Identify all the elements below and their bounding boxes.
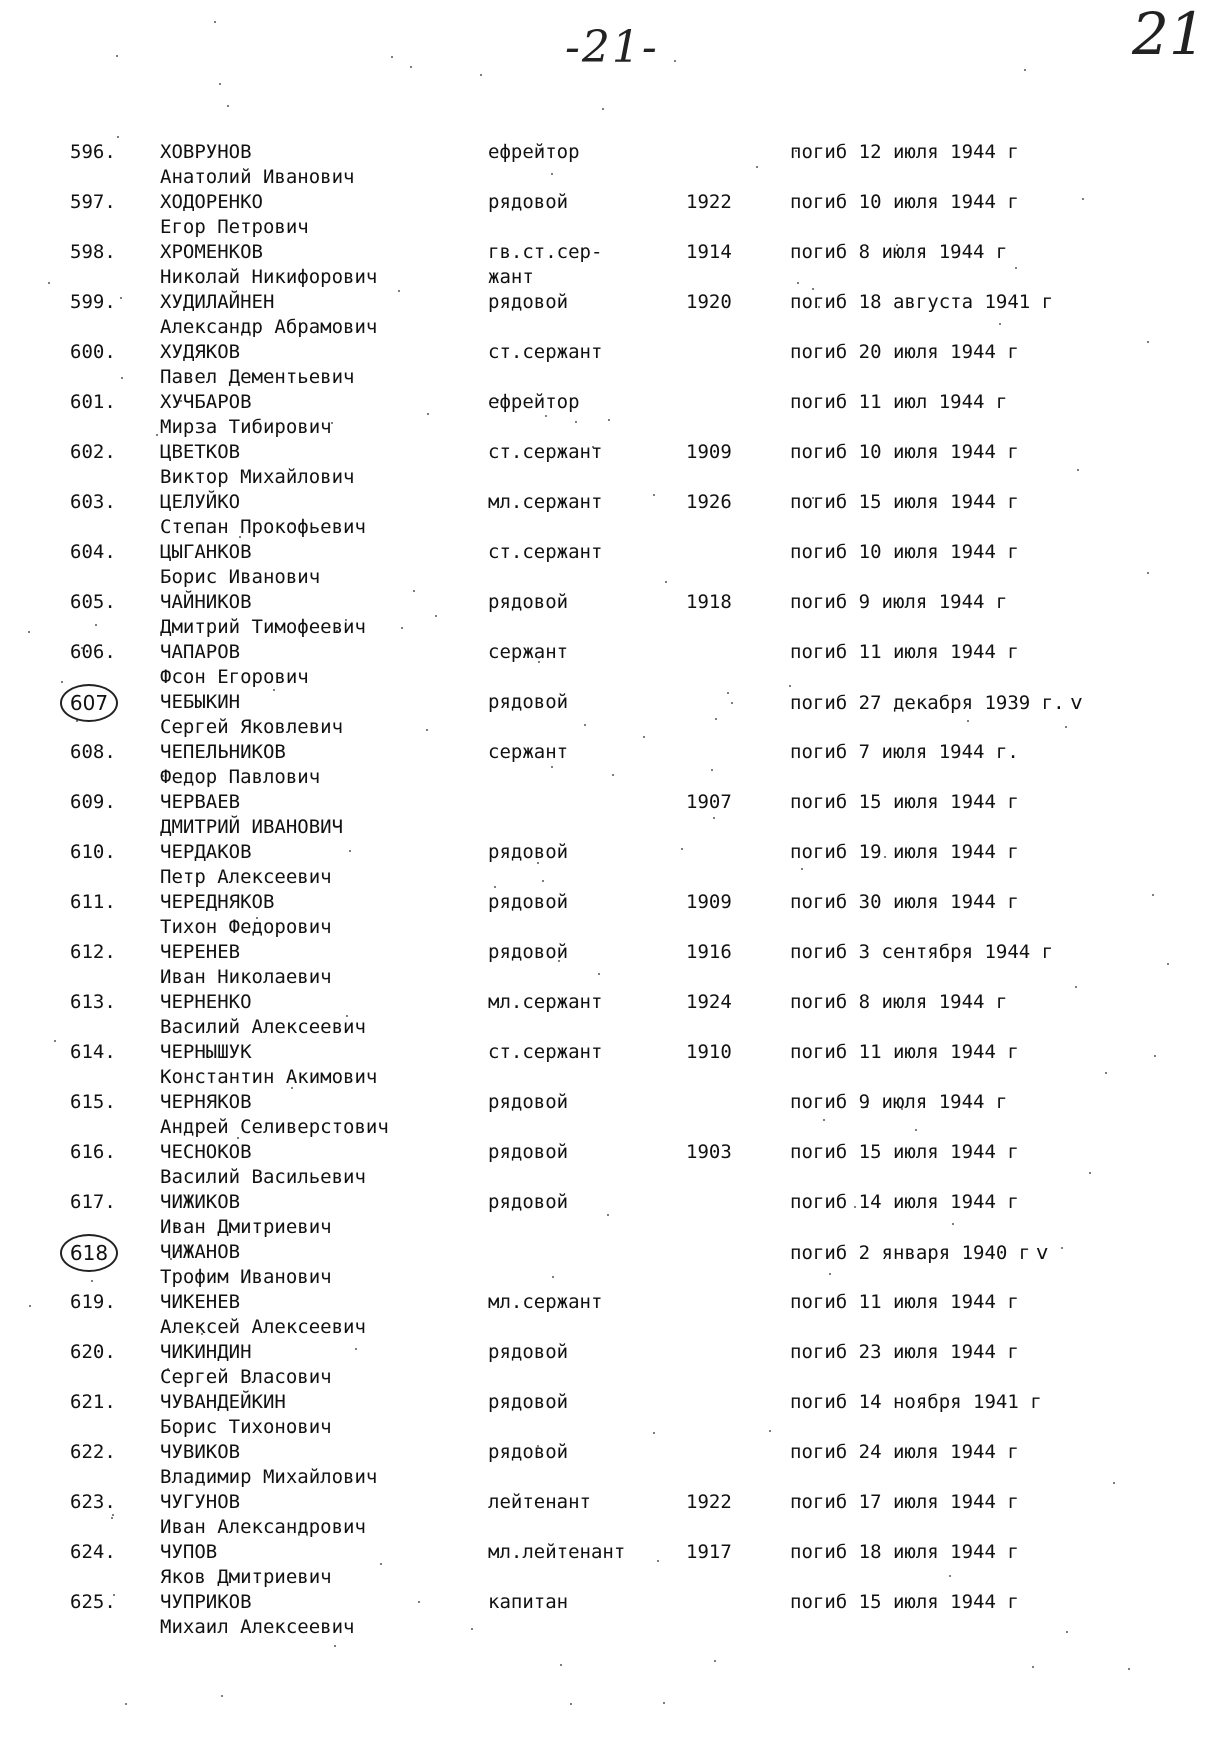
given-name-patronymic: Иван Александрович xyxy=(160,1516,366,1538)
scan-speck xyxy=(560,1664,562,1666)
death-date-text: погиб 23 июля 1944 г xyxy=(790,1341,1019,1363)
death-record xyxy=(790,1240,1048,1266)
birth-year: 1907 xyxy=(686,791,732,813)
death-record xyxy=(790,740,1019,765)
military-rank: рядовой xyxy=(488,1091,569,1113)
military-rank: сержант xyxy=(488,641,569,663)
list-item xyxy=(0,840,1232,890)
list-item xyxy=(0,990,1232,1040)
death-date-text: погиб 9 июля 1944 г xyxy=(790,1091,1008,1113)
scan-speck xyxy=(1032,1666,1034,1668)
death-date-text: погиб 17 июля 1944 г xyxy=(790,1491,1019,1513)
given-name-patronymic: Дмитрий Тимофеевич xyxy=(160,616,366,638)
military-rank: ст.сержант xyxy=(488,1041,603,1063)
death-record xyxy=(790,940,1053,965)
scan-speck xyxy=(410,66,412,68)
handwritten-check-mark: v xyxy=(1036,1240,1049,1264)
surname: ХУДЯКОВ xyxy=(160,341,241,363)
death-record xyxy=(790,390,1007,415)
military-rank: рядовой xyxy=(488,291,569,313)
death-record xyxy=(790,1340,1019,1365)
record-number: 605. xyxy=(70,591,116,613)
birth-year: 1917 xyxy=(686,1541,732,1563)
scan-speck xyxy=(391,56,393,58)
list-item xyxy=(0,890,1232,940)
death-date-text: погиб 15 июля 1944 г xyxy=(790,491,1019,513)
given-name-patronymic: Андрей Селиверстович xyxy=(160,1116,389,1138)
circled-record-number: 618 xyxy=(60,1234,118,1272)
record-number: 600. xyxy=(70,341,116,363)
death-record xyxy=(790,290,1053,315)
scan-speck xyxy=(674,60,676,62)
surname: ЧЕСНОКОВ xyxy=(160,1141,252,1163)
military-rank: ефрейтор xyxy=(488,141,580,163)
scan-speck xyxy=(116,55,118,57)
surname: ЧЕРЕДНЯКОВ xyxy=(160,891,275,913)
given-name-patronymic: Тихон Федорович xyxy=(160,916,332,938)
death-date-text: погиб 10 июля 1944 г xyxy=(790,441,1019,463)
circled-record-number: 607 xyxy=(60,684,118,722)
death-date-text: погиб 14 ноября 1941 г xyxy=(790,1391,1042,1413)
death-date-text: погиб 7 июля 1944 г. xyxy=(790,741,1019,763)
death-record xyxy=(790,1590,1019,1615)
death-record xyxy=(790,790,1019,815)
military-rank: рядовой xyxy=(488,941,569,963)
list-item xyxy=(0,1590,1232,1640)
record-number: 598. xyxy=(70,241,116,263)
surname: ЧУПОВ xyxy=(160,1541,218,1563)
death-record xyxy=(790,490,1019,515)
handwritten-page-mark: -21- xyxy=(565,22,659,73)
military-rank: мл.сержант xyxy=(488,491,603,513)
death-record xyxy=(790,1090,1007,1115)
military-rank: рядовой xyxy=(488,1341,569,1363)
surname: ЧЕРНЕНКО xyxy=(160,991,252,1013)
surname: ЧЕРДАКОВ xyxy=(160,841,252,863)
surname: ЧЕПЕЛЬНИКОВ xyxy=(160,741,286,763)
given-name-patronymic: Александр Абрамович xyxy=(160,316,378,338)
death-date-text: погиб 27 декабря 1939 г. xyxy=(790,692,1065,714)
death-record xyxy=(790,1540,1019,1565)
list-item xyxy=(0,1390,1232,1440)
military-rank: рядовой xyxy=(488,591,569,613)
record-number: 602. xyxy=(70,441,116,463)
casualty-list xyxy=(0,140,1232,1640)
list-item xyxy=(0,1140,1232,1190)
surname: ЧИЖИКОВ xyxy=(160,1191,241,1213)
given-name-patronymic: Борис Тихонович xyxy=(160,1416,332,1438)
list-item xyxy=(0,940,1232,990)
given-name-patronymic: Владимир Михайлович xyxy=(160,1466,378,1488)
list-item xyxy=(0,590,1232,640)
given-name-patronymic: Степан Прокофьевич xyxy=(160,516,366,538)
list-item xyxy=(0,1040,1232,1090)
given-name-patronymic: Николай Никифорович xyxy=(160,266,378,288)
military-rank: мл.сержант xyxy=(488,1291,603,1313)
record-number: 617. xyxy=(70,1191,116,1213)
list-item xyxy=(0,240,1232,290)
scan-speck xyxy=(602,108,604,110)
scan-speck xyxy=(714,1660,716,1662)
given-name-patronymic: Иван Дмитриевич xyxy=(160,1216,332,1238)
surname: ЧАПАРОВ xyxy=(160,641,241,663)
death-date-text: погиб 11 июля 1944 г xyxy=(790,1041,1019,1063)
birth-year: 1922 xyxy=(686,191,732,213)
death-record xyxy=(790,240,1007,265)
death-record xyxy=(790,990,1007,1015)
list-item xyxy=(0,1190,1232,1240)
surname: ЧИКИНДИН xyxy=(160,1341,252,1363)
surname: ЧИКЕНЕВ xyxy=(160,1291,241,1313)
given-name-patronymic: ДМИТРИЙ ИВАНОВИЧ xyxy=(160,816,344,838)
death-date-text: погиб 11 июля 1944 г xyxy=(790,1291,1019,1313)
record-number: 619. xyxy=(70,1291,116,1313)
scan-speck xyxy=(125,1703,127,1705)
death-date-text: погиб 8 июля 1944 г xyxy=(790,991,1008,1013)
list-item xyxy=(0,340,1232,390)
birth-year: 1920 xyxy=(686,291,732,313)
record-number: 596. xyxy=(70,141,116,163)
scan-speck xyxy=(117,136,119,138)
military-rank: рядовой xyxy=(488,841,569,863)
death-record xyxy=(790,590,1007,615)
surname: ЦЕЛУЙКО xyxy=(160,491,241,513)
death-date-text: погиб 15 июля 1944 г xyxy=(790,791,1019,813)
death-record xyxy=(790,440,1019,465)
record-number: 610. xyxy=(70,841,116,863)
military-rank: мл.лейтенант xyxy=(488,1541,626,1563)
military-rank: ст.сержант xyxy=(488,541,603,563)
death-date-text: погиб 15 июля 1944 г xyxy=(790,1591,1019,1613)
record-number: 599. xyxy=(70,291,116,313)
handwritten-check-mark: v xyxy=(1070,690,1083,714)
death-record xyxy=(790,1390,1042,1415)
list-item xyxy=(0,440,1232,490)
death-date-text: погиб 24 июля 1944 г xyxy=(790,1441,1019,1463)
birth-year: 1909 xyxy=(686,441,732,463)
given-name-patronymic: Василий Васильевич xyxy=(160,1166,366,1188)
death-record xyxy=(790,1040,1019,1065)
death-date-text: погиб 2 января 1940 г xyxy=(790,1242,1031,1264)
military-rank: лейтенант xyxy=(488,1491,591,1513)
given-name-patronymic: Трофим Иванович xyxy=(160,1266,332,1288)
list-item xyxy=(0,190,1232,240)
record-number: 622. xyxy=(70,1441,116,1463)
birth-year: 1914 xyxy=(686,241,732,263)
death-date-text: погиб 8 июля 1944 г xyxy=(790,241,1008,263)
scan-speck xyxy=(214,21,216,23)
military-rank: рядовой xyxy=(488,1441,569,1463)
military-rank: рядовой xyxy=(488,1391,569,1413)
list-item xyxy=(0,490,1232,540)
record-number: 608. xyxy=(70,741,116,763)
surname: ХОДОРЕНКО xyxy=(160,191,263,213)
death-date-text: погиб 10 июля 1944 г xyxy=(790,541,1019,563)
scan-speck xyxy=(480,74,482,76)
scan-speck xyxy=(227,105,229,107)
given-name-patronymic: Константин Акимович xyxy=(160,1066,378,1088)
military-rank: гв.ст.сер- xyxy=(488,241,603,263)
surname: ЧУВИКОВ xyxy=(160,1441,241,1463)
surname: ХРОМЕНКОВ xyxy=(160,241,263,263)
birth-year: 1926 xyxy=(686,491,732,513)
birth-year: 1910 xyxy=(686,1041,732,1063)
record-number: 625. xyxy=(70,1591,116,1613)
death-date-text: погиб 9 июля 1944 г xyxy=(790,591,1008,613)
military-rank: рядовой xyxy=(488,691,569,713)
military-rank: ефрейтор xyxy=(488,391,580,413)
birth-year: 1916 xyxy=(686,941,732,963)
list-item xyxy=(0,390,1232,440)
surname: ЧЕБЫКИН xyxy=(160,691,241,713)
record-number: 603. xyxy=(70,491,116,513)
birth-year: 1903 xyxy=(686,1141,732,1163)
scan-speck xyxy=(221,1695,223,1697)
given-name-patronymic: Егор Петрович xyxy=(160,216,309,238)
record-number: 620. xyxy=(70,1341,116,1363)
scan-speck xyxy=(334,1645,336,1647)
scan-speck xyxy=(1024,69,1026,71)
surname: ХУДИЛАЙНЕН xyxy=(160,291,275,313)
record-number: 616. xyxy=(70,1141,116,1163)
list-item xyxy=(0,140,1232,190)
death-date-text: погиб 14 июля 1944 г xyxy=(790,1191,1019,1213)
surname: ЦЫГАНКОВ xyxy=(160,541,252,563)
given-name-patronymic: Сергей Яковлевич xyxy=(160,716,344,738)
death-date-text: погиб 10 июля 1944 г xyxy=(790,191,1019,213)
death-date-text: погиб 18 августа 1941 г xyxy=(790,291,1054,313)
surname: ЧУВАНДЕЙКИН xyxy=(160,1391,286,1413)
birth-year: 1918 xyxy=(686,591,732,613)
death-date-text: погиб 30 июля 1944 г xyxy=(790,891,1019,913)
death-record xyxy=(790,1290,1019,1315)
death-date-text: погиб 3 сентября 1944 г xyxy=(790,941,1054,963)
surname: ЧЕРВАЕВ xyxy=(160,791,241,813)
list-item xyxy=(0,540,1232,590)
death-record xyxy=(790,1490,1019,1515)
birth-year: 1924 xyxy=(686,991,732,1013)
scan-speck xyxy=(219,83,221,85)
given-name-patronymic: Петр Алексеевич xyxy=(160,866,332,888)
military-rank: капитан xyxy=(488,1591,569,1613)
surname: ЧУГУНОВ xyxy=(160,1491,241,1513)
death-date-text: погиб 15 июля 1944 г xyxy=(790,1141,1019,1163)
death-record xyxy=(790,840,1019,865)
list-item xyxy=(0,1340,1232,1390)
military-rank: сержант xyxy=(488,741,569,763)
list-item xyxy=(0,690,1232,740)
list-item xyxy=(0,1290,1232,1340)
list-item xyxy=(0,790,1232,840)
record-number: 601. xyxy=(70,391,116,413)
surname: ЧЕРНЯКОВ xyxy=(160,1091,252,1113)
military-rank: мл.сержант xyxy=(488,991,603,1013)
death-record xyxy=(790,540,1019,565)
death-date-text: погиб 12 июля 1944 г xyxy=(790,141,1019,163)
scan-speck xyxy=(663,1702,665,1704)
military-rank: рядовой xyxy=(488,191,569,213)
given-name-patronymic: Павел Дементьевич xyxy=(160,366,355,388)
surname: ХОВРУНОВ xyxy=(160,141,252,163)
record-number: 613. xyxy=(70,991,116,1013)
record-number: 604. xyxy=(70,541,116,563)
given-name-patronymic: Иван Николаевич xyxy=(160,966,332,988)
record-number: 623. xyxy=(70,1491,116,1513)
military-rank: ст.сержант xyxy=(488,441,603,463)
death-record xyxy=(790,340,1019,365)
record-number: 611. xyxy=(70,891,116,913)
handwritten-corner-page-number: 21 xyxy=(1132,0,1206,68)
death-record xyxy=(790,140,1019,165)
surname: ЧЕРЕНЕВ xyxy=(160,941,241,963)
record-number: 624. xyxy=(70,1541,116,1563)
given-name-patronymic: Михаил Алексеевич xyxy=(160,1616,355,1638)
death-record xyxy=(790,640,1019,665)
given-name-patronymic: Яков Дмитриевич xyxy=(160,1566,332,1588)
death-record xyxy=(790,190,1019,215)
death-date-text: погиб 11 июл 1944 г xyxy=(790,391,1008,413)
death-record xyxy=(790,1190,1019,1215)
given-name-patronymic: Мирза Тибирович xyxy=(160,416,332,438)
record-number: 621. xyxy=(70,1391,116,1413)
surname: ЧЕРНЫШУК xyxy=(160,1041,252,1063)
list-item xyxy=(0,1490,1232,1540)
given-name-patronymic: Федор Павлович xyxy=(160,766,321,788)
surname: ЧУПРИКОВ xyxy=(160,1591,252,1613)
list-item xyxy=(0,640,1232,690)
list-item xyxy=(0,1090,1232,1140)
military-rank: рядовой xyxy=(488,891,569,913)
given-name-patronymic: Борис Иванович xyxy=(160,566,321,588)
death-record xyxy=(790,890,1019,915)
record-number: 612. xyxy=(70,941,116,963)
surname: ХУЧБАРОВ xyxy=(160,391,252,413)
given-name-patronymic: Анатолий Иванович xyxy=(160,166,355,188)
given-name-patronymic: Виктор Михайлович xyxy=(160,466,355,488)
death-date-text: погиб 11 июля 1944 г xyxy=(790,641,1019,663)
scan-speck xyxy=(570,1703,572,1705)
list-item xyxy=(0,1540,1232,1590)
death-record xyxy=(790,1440,1019,1465)
death-date-text: погиб 18 июля 1944 г xyxy=(790,1541,1019,1563)
death-record xyxy=(790,690,1082,716)
military-rank-continuation: жант xyxy=(488,266,534,288)
military-rank: ст.сержант xyxy=(488,341,603,363)
given-name-patronymic: Фсон Егорович xyxy=(160,666,309,688)
given-name-patronymic: Василий Алексеевич xyxy=(160,1016,366,1038)
list-item xyxy=(0,740,1232,790)
record-number: 609. xyxy=(70,791,116,813)
death-date-text: погиб 20 июля 1944 г xyxy=(790,341,1019,363)
surname: ЧИЖАНОВ xyxy=(160,1241,241,1263)
scan-speck xyxy=(1128,1668,1130,1670)
death-record xyxy=(790,1140,1019,1165)
surname: ЦВЕТКОВ xyxy=(160,441,241,463)
birth-year: 1922 xyxy=(686,1491,732,1513)
record-number: 606. xyxy=(70,641,116,663)
death-date-text: погиб 19 июля 1944 г xyxy=(790,841,1019,863)
record-number: 597. xyxy=(70,191,116,213)
given-name-patronymic: Сергей Власович xyxy=(160,1366,332,1388)
surname: ЧАЙНИКОВ xyxy=(160,591,252,613)
record-number: 615. xyxy=(70,1091,116,1113)
military-rank: рядовой xyxy=(488,1141,569,1163)
record-number: 614. xyxy=(70,1041,116,1063)
birth-year: 1909 xyxy=(686,891,732,913)
military-rank: рядовой xyxy=(488,1191,569,1213)
list-item xyxy=(0,1240,1232,1290)
list-item xyxy=(0,1440,1232,1490)
list-item xyxy=(0,290,1232,340)
given-name-patronymic: Алексей Алексеевич xyxy=(160,1316,366,1338)
